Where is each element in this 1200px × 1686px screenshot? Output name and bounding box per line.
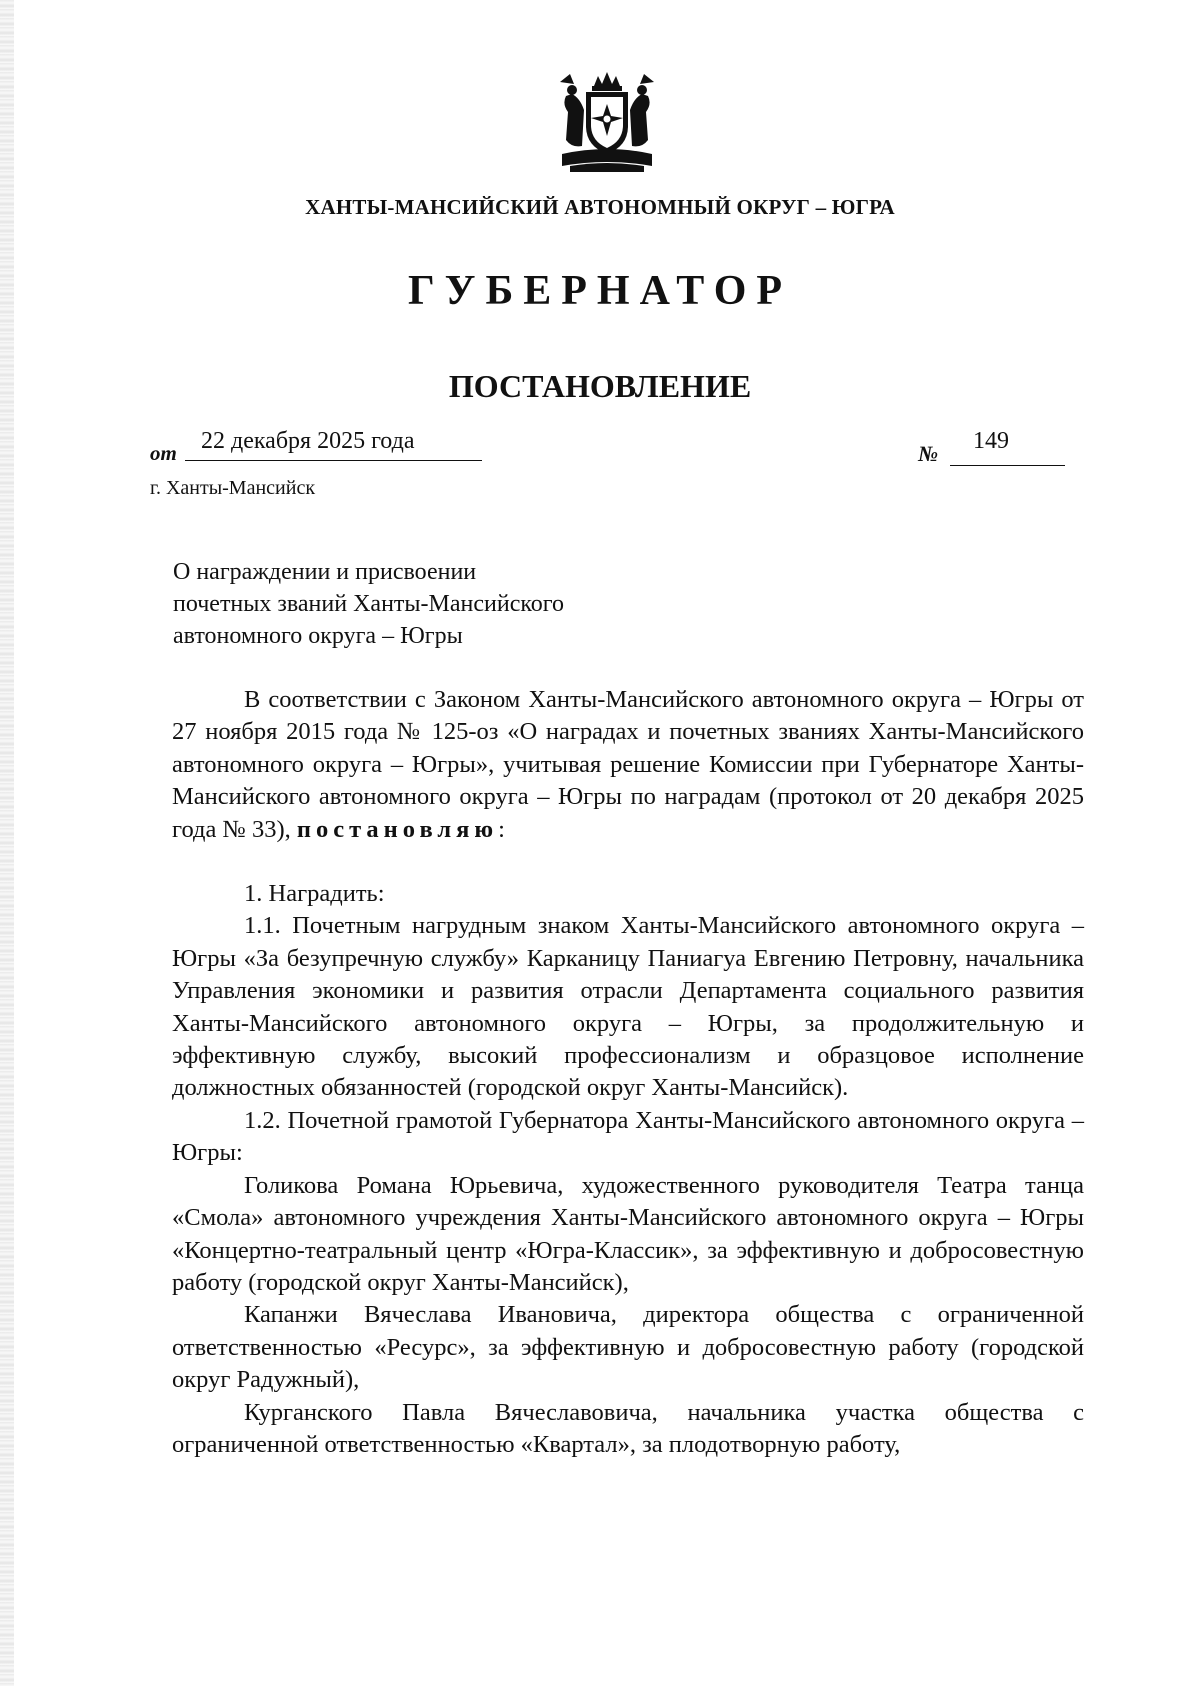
document-subject — [173, 556, 564, 652]
recipient-paragraph: Капанжи Вячеслава Ивановича, директора общества с ограниченной ответственностью «Ресурс», за эффективную и добросовестную работу (городской округ Радужный), — [172, 1301, 1084, 1394]
preamble-paragraph — [172, 684, 1084, 846]
decide-colon: : — [498, 815, 505, 843]
date-underline — [185, 460, 482, 461]
authority-title: ГУБЕРНАТОР — [407, 268, 793, 314]
item-1: 1. Наградить: — [244, 880, 385, 908]
item-1-2: 1.2. Почетной грамотой Губернатора Ханты-Мансийского автономного округа – Югры: — [172, 1106, 1084, 1167]
subject-line: почетных званий Ханты-Мансийского — [173, 591, 565, 617]
coat-of-arms-icon — [552, 70, 662, 174]
recipient-paragraph: Голикова Романа Юрьевича, художественного руководителя Театра танца «Смола» автономного учреждения Ханты-Мансийского автономного округа – Югры «Концертно-театральный центр «Югра-Классик», за эффективную и добросовестную работу (городской округ Ханты-Мансийск), — [172, 1171, 1084, 1296]
document-body — [172, 684, 1084, 1461]
number-label: № — [918, 441, 939, 466]
subject-line: О награждении и присвоении — [173, 559, 477, 585]
item-1-1: 1.1. Почетным нагрудным знаком Ханты-Мансийского автономного округа – Югры «За безупречную службу» Карканицу Паниагуа Евгению Петровну, начальника Управления экономики и развития отрасли Департамента социального развития Ханты-Мансийского автономного округа – Югры, за продолжительную и эффективную службу, высокий профессионализм и образцовое исполнение должностных обязанностей (городской округ Ханты-Мансийск). — [172, 912, 1084, 1102]
subject-line: автономного округа – Югры — [173, 623, 463, 649]
number-underline — [950, 465, 1065, 466]
date-label: от — [150, 441, 177, 465]
decide-word: постановляю — [296, 815, 499, 843]
document-date: 22 декабря 2025 года — [201, 428, 415, 454]
document-city: г. Ханты-Мансийск — [150, 477, 316, 499]
preamble-text: В соответствии с Законом Ханты-Мансийского автономного округа – Югры от 27 ноября 2015 года № 125-оз «О наградах и почетных званиях Ханты-Мансийского автономного округа – Югры», учитывая решение Комиссии при Губернаторе Ханты-Мансийского автономного округа – Югры по наградам (протокол от 20 декабря 2025 года № 33), — [172, 686, 1084, 843]
document-type-title: ПОСТАНОВЛЕНИЕ — [448, 368, 752, 404]
region-title: ХАНТЫ-МАНСИЙСКИЙ АВТОНОМНЫЙ ОКРУГ – ЮГРА — [305, 195, 895, 219]
recipient-paragraph: Курганского Павла Вячеславовича, начальника участка общества с ограниченной ответственностью «Квартал», за плодотворную работу, — [172, 1398, 1084, 1458]
scan-edge — [0, 0, 14, 1686]
document-number: 149 — [973, 428, 1009, 454]
